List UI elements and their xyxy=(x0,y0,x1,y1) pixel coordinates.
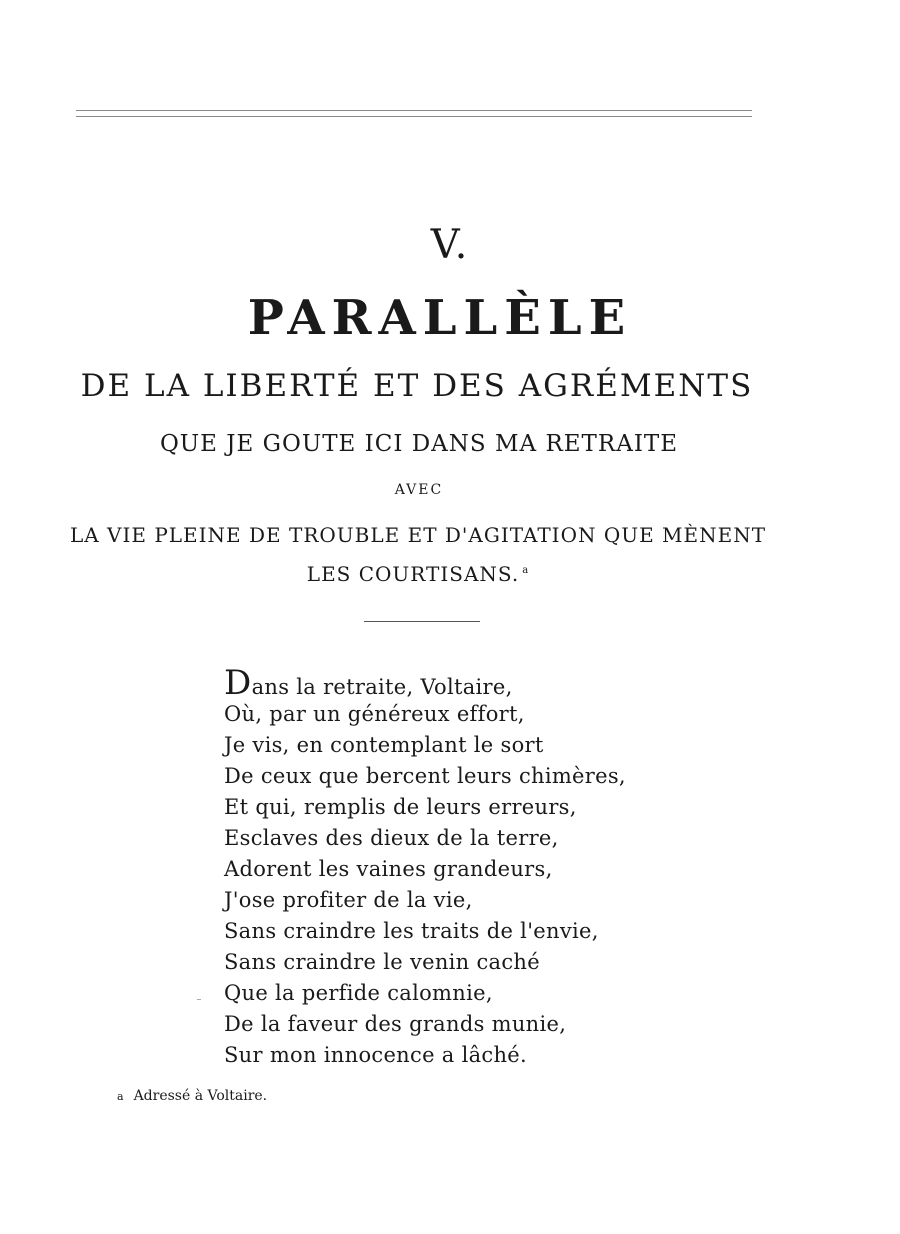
section-divider-rule xyxy=(364,621,480,622)
poem-line: Adorent les vaines grandeurs, xyxy=(224,857,553,881)
poem-line: J'ose profiter de la vie, xyxy=(224,888,473,912)
poem-line: De ceux que bercent leurs chimères, xyxy=(224,764,626,788)
footnote-text: Adressé à Voltaire. xyxy=(133,1088,268,1104)
chapter-subtitle-line-3: LA VIE PLEINE DE TROUBLE ET D'AGITATION QUE MÈNENT xyxy=(69,523,767,547)
margin-mark xyxy=(197,999,201,1000)
first-line-text: ans la retraite, Voltaire, xyxy=(251,675,513,699)
poem-line: Sans craindre le venin caché xyxy=(224,950,540,974)
chapter-subtitle-connector: AVEC xyxy=(394,482,444,498)
poem-line: Esclaves des dieux de la terre, xyxy=(224,826,559,850)
footnote xyxy=(117,1088,267,1104)
chapter-title: PARALLÈLE xyxy=(247,290,633,346)
chapter-subtitle-line-2: QUE JE GOUTE ICI DANS MA RETRAITE xyxy=(159,431,679,457)
chapter-numeral: V. xyxy=(430,222,470,268)
poem-line: Sur mon innocence a lâché. xyxy=(224,1043,527,1067)
poem-line: De la faveur des grands munie, xyxy=(224,1012,567,1036)
poem-line xyxy=(224,663,724,703)
header-double-rule xyxy=(76,110,752,117)
poem-line: Que la perfide calomnie, xyxy=(224,981,493,1005)
poem-line: Sans craindre les traits de l'envie, xyxy=(224,919,599,943)
chapter-subtitle-line-4 xyxy=(0,562,868,586)
subtitle-line-4-text: LES COURTISANS. xyxy=(306,562,520,586)
poem-line: Et qui, remplis de leurs erreurs, xyxy=(224,795,577,819)
footnote-reference-mark: a xyxy=(522,565,530,576)
poem-line: Je vis, en contemplant le sort xyxy=(224,733,544,757)
footnote-marker: a xyxy=(117,1090,124,1103)
drop-cap: D xyxy=(224,663,252,703)
poem-body xyxy=(224,663,724,1071)
chapter-subtitle-line-1: DE LA LIBERTÉ ET DES AGRÉMENTS xyxy=(80,368,754,404)
poem-line: Où, par un généreux effort, xyxy=(224,702,525,726)
